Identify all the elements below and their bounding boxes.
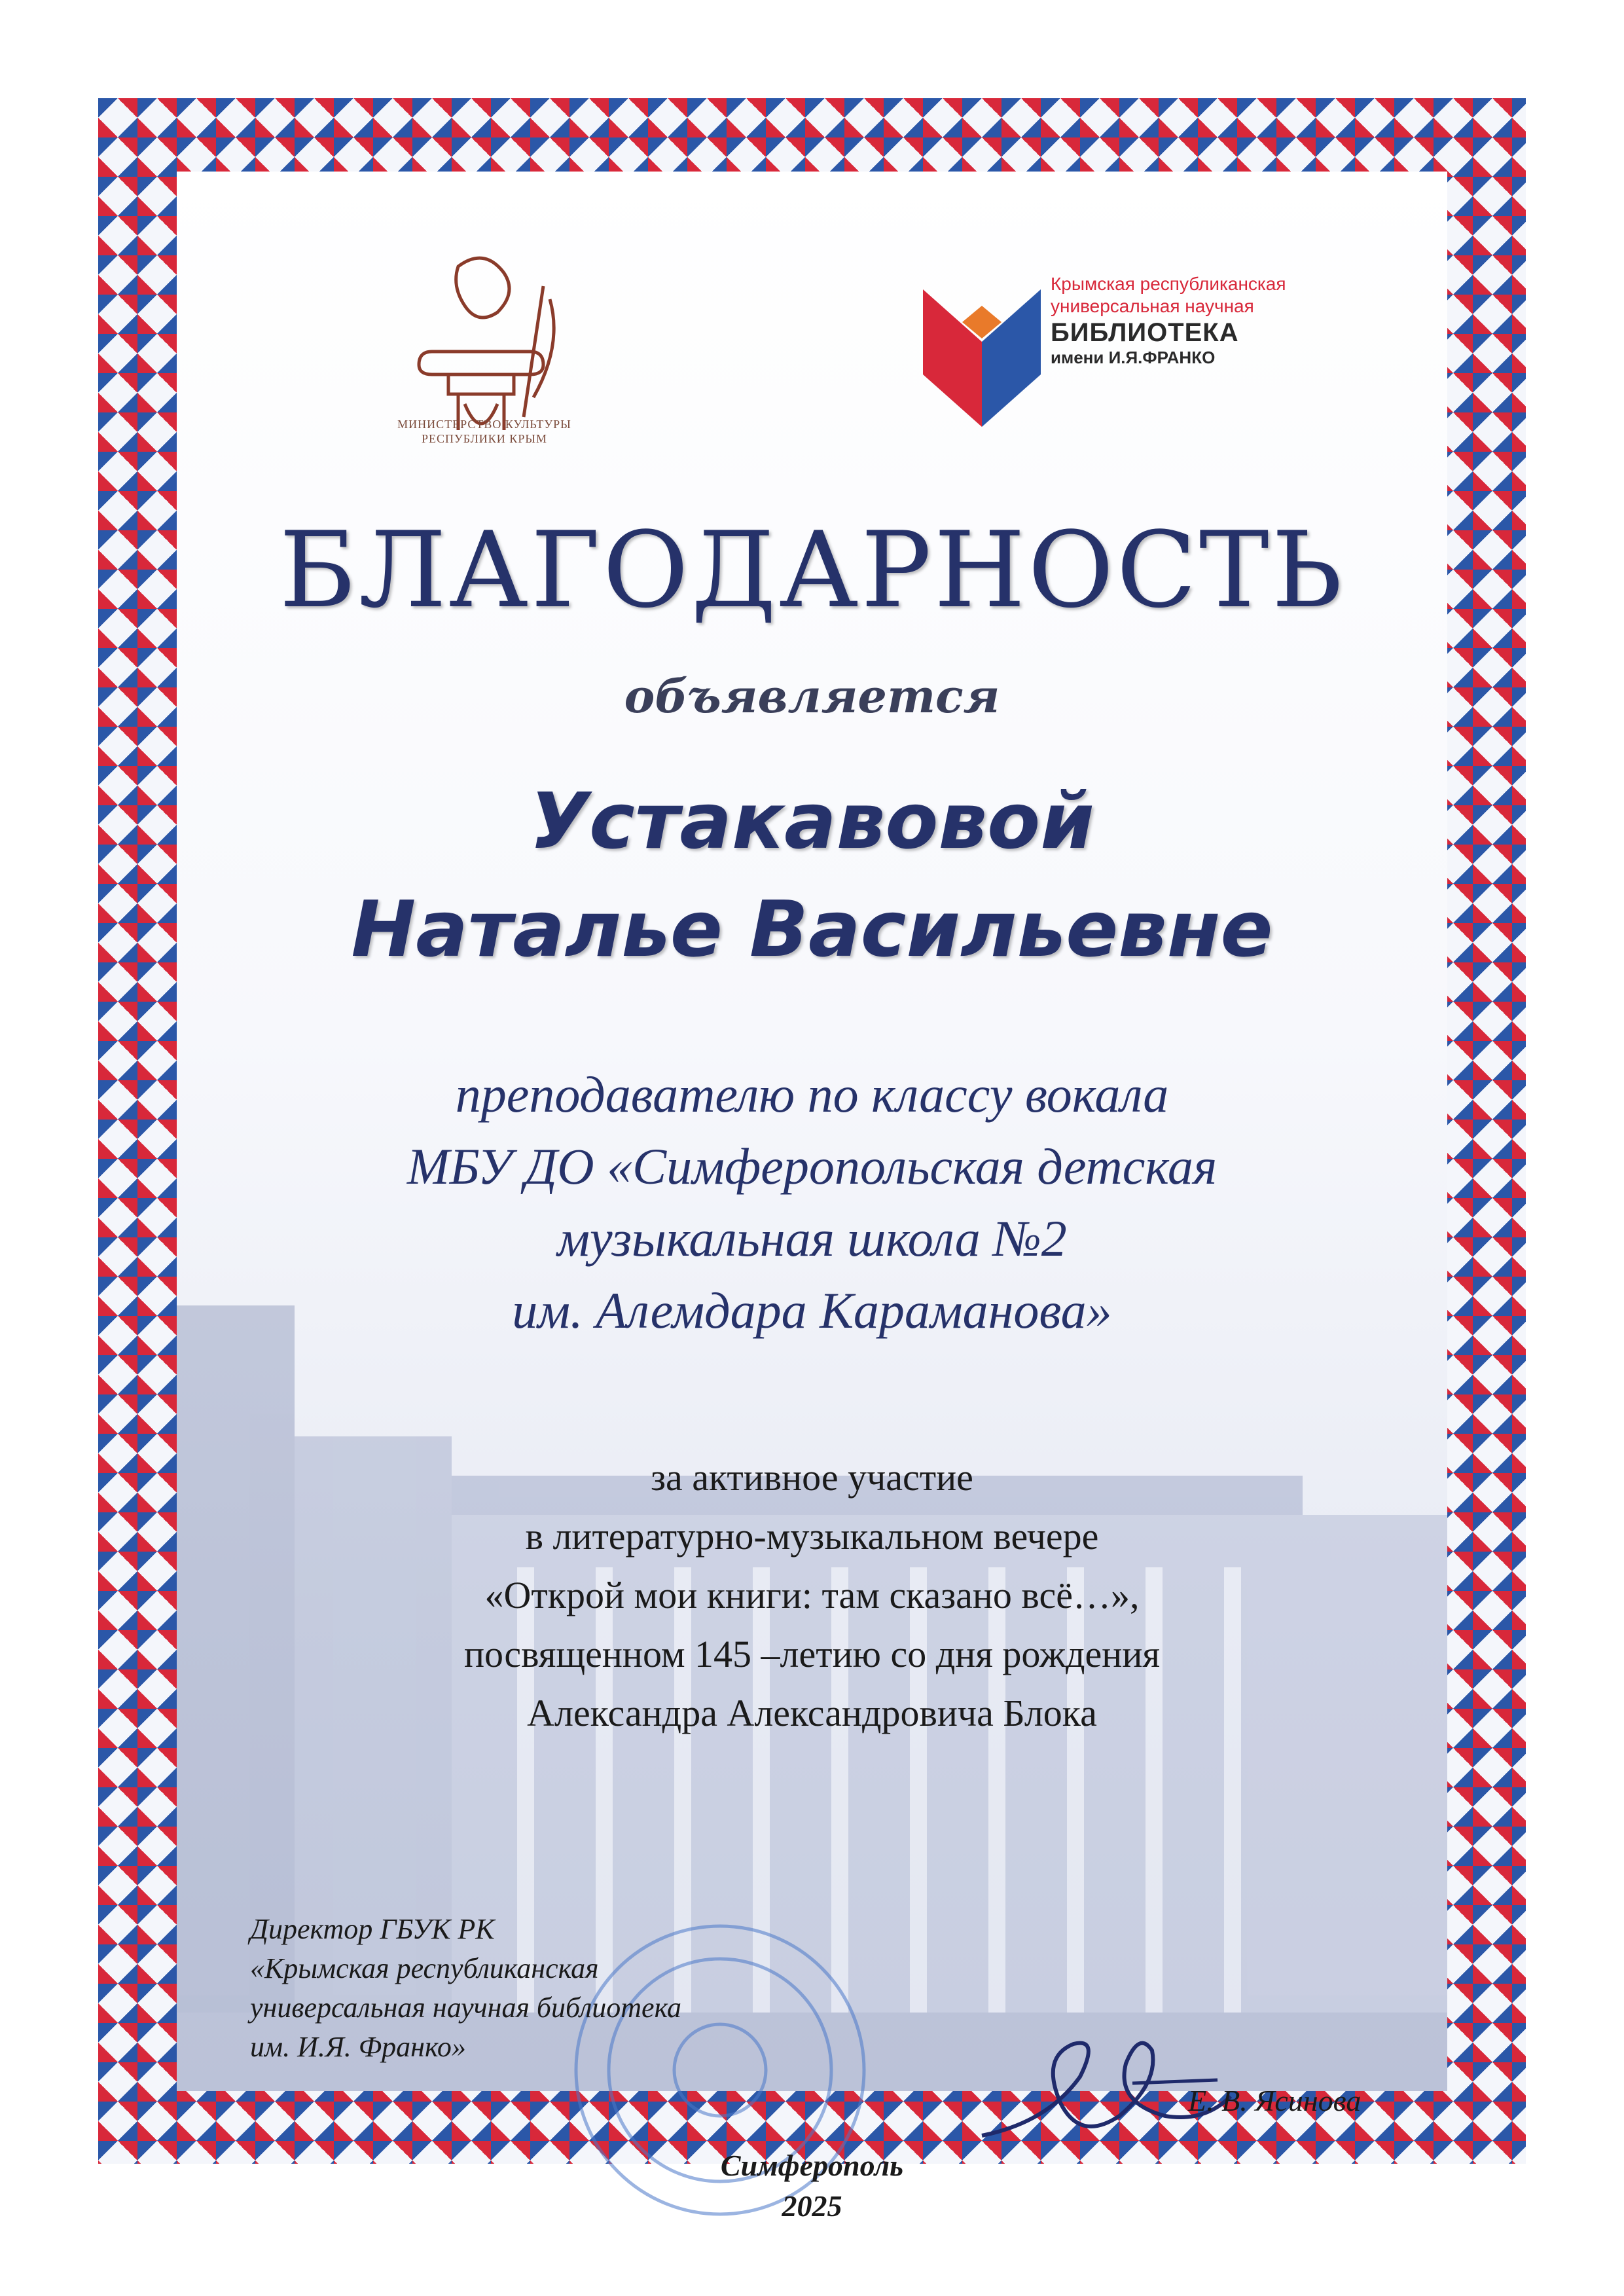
recipient-name	[177, 767, 1447, 983]
ministry-caption-line: РЕСПУБЛИКИ КРЫМ	[421, 432, 548, 445]
position-line: МБУ ДО «Симферопольская детская	[406, 1138, 1218, 1195]
recipient-surname: Устакавовой	[530, 776, 1094, 866]
certificate-title: БЛАГОДАРНОСТЬ	[279, 509, 1345, 631]
ministry-caption-line: МИНИСТЕРСТВО КУЛЬТУРЫ	[397, 418, 571, 431]
library-logo-text	[1051, 273, 1312, 367]
signer-line: Директор ГБУК РК	[250, 1913, 495, 1945]
library-logo-line: имени И.Я.ФРАНКО	[1051, 348, 1216, 367]
position-line: им. Алемдара Караманова»	[512, 1282, 1112, 1339]
reason-line: в литературно-музыкальном вечере	[525, 1515, 1099, 1558]
announce-text: объявляется	[624, 669, 1000, 723]
certificate-sheet	[177, 172, 1447, 2223]
reason-line: Александра Александровича Блока	[527, 1692, 1097, 1734]
year: 2025	[782, 2189, 842, 2223]
signer-title	[250, 1910, 748, 2067]
signer-name: Е. В. Ясинова	[1188, 2084, 1362, 2117]
library-logo-line: Крымская республиканская	[1051, 274, 1286, 294]
recipient-position	[177, 1059, 1447, 1347]
reason-line: «Открой мои книги: там сказано всё…»,	[484, 1574, 1140, 1616]
reason-line: посвященном 145 –летию со дня рождения	[463, 1633, 1161, 1675]
position-line: музыкальная школа №2	[557, 1210, 1067, 1267]
signer-line: им. И.Я. Франко»	[250, 2031, 466, 2063]
recipient-given-name: Наталье Васильевне	[351, 884, 1273, 974]
city: Симферополь	[720, 2149, 904, 2182]
position-line: преподавателю по классу вокала	[455, 1066, 1169, 1123]
place-and-year	[177, 2145, 1447, 2227]
library-logo-line: универсальная научная	[1051, 296, 1254, 316]
signer-line: универсальная научная библиотека	[250, 1992, 682, 2024]
ministry-caption	[367, 417, 602, 446]
reason-line: за активное участие	[651, 1456, 973, 1499]
library-logo-line: БИБЛИОТЕКА	[1051, 318, 1239, 347]
reason-text	[177, 1448, 1447, 1743]
signer-line: «Крымская республиканская	[250, 1952, 599, 1984]
